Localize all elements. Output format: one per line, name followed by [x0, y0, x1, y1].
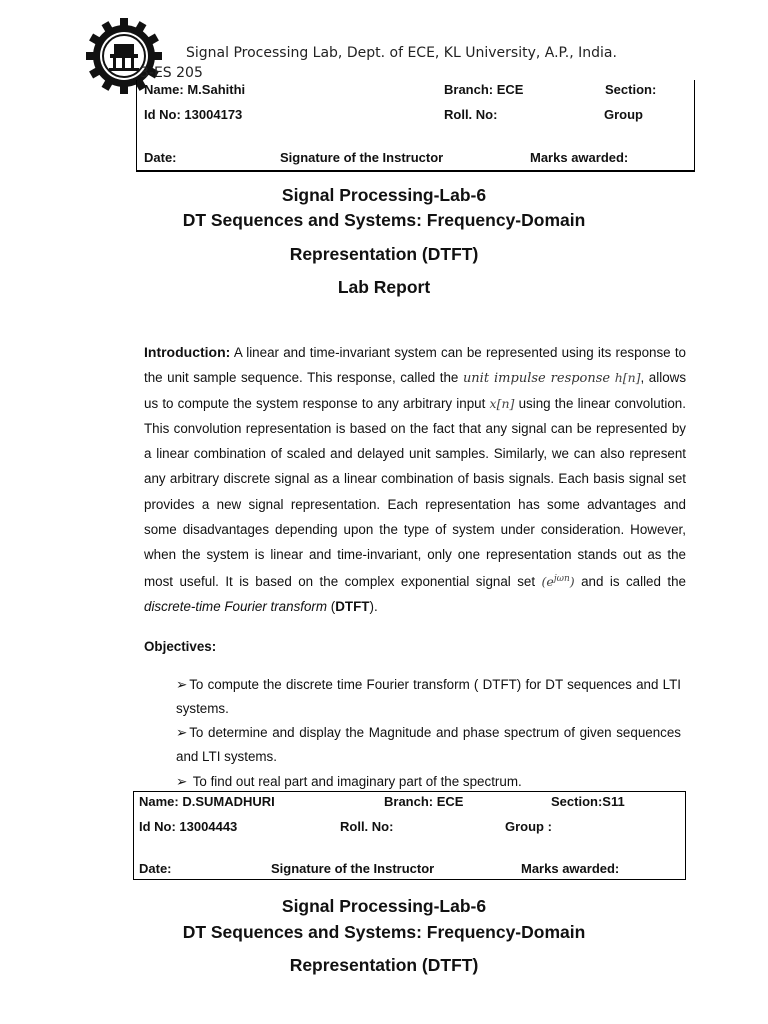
objective-item: ➢ To determine and display the Magnitude and phase spectrum of given sequences and LTI systems.	[176, 725, 681, 764]
instructor-signature-label: Signature of the Instructor	[280, 150, 444, 165]
marks-awarded-label: Marks awarded:	[521, 861, 620, 876]
lab-subtitle-2: Representation (DTFT)	[289, 244, 479, 264]
introduction-heading: Introduction:	[144, 344, 231, 360]
x-n-symbol: x[n]	[489, 396, 515, 412]
student-info-box-bottom	[133, 791, 686, 880]
lab-title: Signal Processing-Lab-6	[281, 896, 487, 916]
lab-report-heading: Lab Report	[337, 277, 431, 297]
dtft-term: discrete-time Fourier transform	[144, 599, 328, 615]
marks-awarded-label: Marks awarded:	[530, 150, 629, 165]
arrow-bullet-icon: ➢	[176, 677, 188, 692]
arrow-bullet-icon: ➢	[176, 774, 188, 789]
date-label: Date:	[139, 861, 172, 876]
arrow-bullet-icon: ➢	[176, 725, 188, 740]
instructor-signature-label: Signature of the Instructor	[271, 861, 435, 876]
student-group: Group	[604, 107, 643, 122]
introduction-paragraph	[144, 340, 686, 619]
dtft-open: (	[330, 599, 336, 615]
intro-text-4: and is called the	[581, 574, 686, 589]
dtft-abbreviation: DTFT	[335, 599, 370, 615]
student-group: Group :	[505, 819, 552, 834]
date-label: Date:	[144, 150, 177, 165]
unit-impulse-term: unit impulse response	[462, 371, 611, 387]
intro-text-3: using the linear convolution. This convolution representation is based on the fact that any signal can be represented by a linear combination of scaled and delayed unit samples. Similarly, we can also represent any arbitrary discrete signal as a linear combination of basis signals. Each basis signal set provides a new signal representation. Each representation has some advantages and some disadvantages depending upon the type of system under consideration. However, when the system is linear and time-invariant, only one representation stands out as the most useful. It is based on the complex exponential signal set	[144, 396, 686, 589]
intro-text-2: , allows us to compute the system response to any arbitrary input	[144, 370, 687, 412]
student-section: Section:	[605, 82, 657, 97]
lab-subtitle: DT Sequences and Systems: Frequency-Domain	[182, 922, 586, 942]
student-id: Id No: 13004173	[144, 107, 243, 122]
h-n-symbol: h[n]	[614, 370, 641, 386]
objective-item: ➢ To compute the discrete time Fourier transform ( DTFT) for DT sequences and LTI systems.	[176, 677, 681, 716]
objective-item: ➢ To find out real part and imaginary part of the spectrum.	[176, 774, 522, 789]
intro-text-1: A linear and time-invariant system can be represented using its response to the unit sample sequence. This response, called the	[144, 345, 687, 386]
objectives-heading: Objectives:	[144, 639, 217, 654]
lab-title: Signal Processing-Lab-6	[281, 185, 487, 205]
student-section: Section:S11	[551, 794, 625, 809]
dtft-close: ).	[369, 599, 378, 615]
lab-subtitle-2: Representation (DTFT)	[289, 955, 479, 975]
student-roll: Roll. No:	[340, 819, 394, 834]
complex-exponential-symbol: $(e^{j\omega n})$	[541, 573, 575, 589]
lab-subtitle: DT Sequences and Systems: Frequency-Domain	[182, 210, 586, 230]
student-branch: Branch: ECE	[384, 794, 464, 809]
student-info-box-top	[136, 80, 695, 172]
student-id: Id No: 13004443	[139, 819, 238, 834]
course-code: 3-ES 205	[140, 65, 203, 81]
student-roll: Roll. No:	[444, 107, 498, 122]
lab-header-line: Signal Processing Lab, Dept. of ECE, KL University, A.P., India.	[186, 45, 617, 61]
student-name: Name: M.Sahithi	[144, 82, 246, 97]
student-name: Name: D.SUMADHURI	[139, 794, 275, 809]
student-branch: Branch: ECE	[444, 82, 524, 97]
